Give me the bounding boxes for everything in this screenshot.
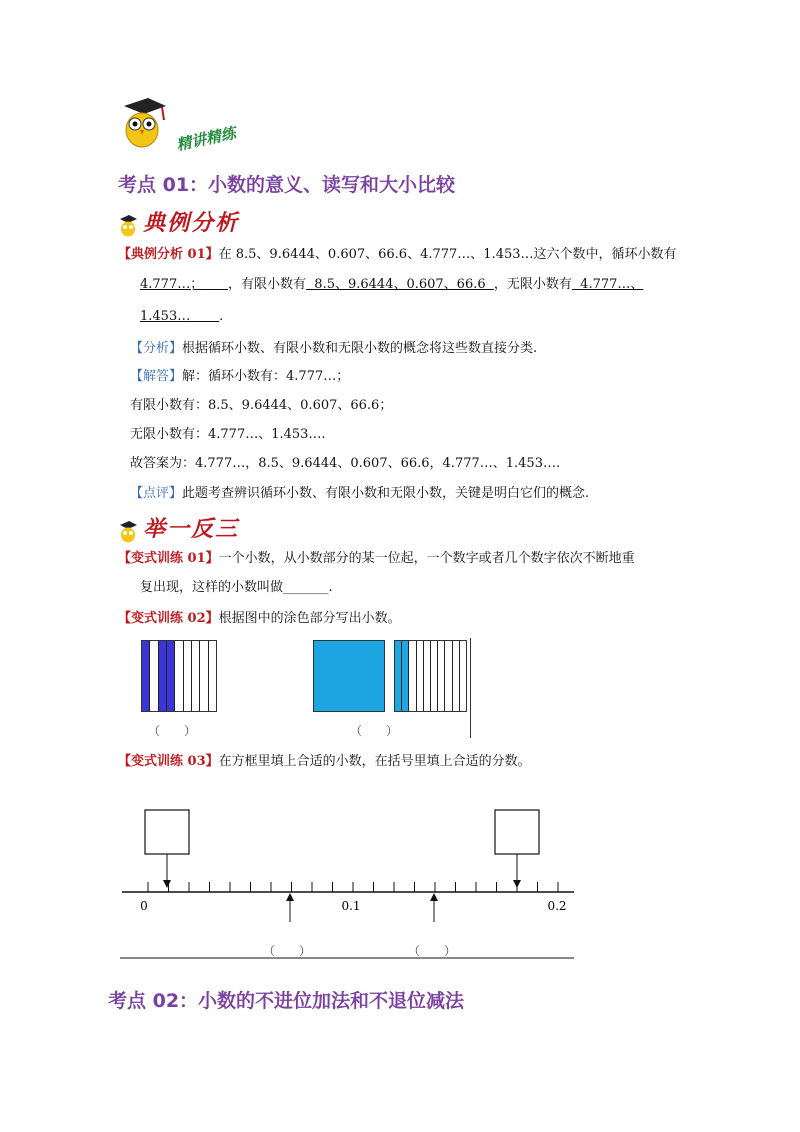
exercise-1-blank[interactable]: _______	[283, 580, 329, 595]
exercise-2-line: 【变式训练 02】根据图中的涂色部分写出小数。	[118, 611, 401, 626]
strip-col	[417, 641, 424, 711]
exercise-1-line-1: 【变式训练 01】一个小数，从小数部分的某一位起，一个数字或者几个数字依次不断地重	[118, 551, 635, 566]
strip-col	[150, 641, 158, 711]
strip-col	[200, 641, 208, 711]
arrow-head	[430, 893, 438, 901]
strip-col	[184, 641, 192, 711]
exercise-3-line: 【变式训练 03】在方框里填上合适的小数，在括号里填上合适的分数。	[118, 754, 531, 769]
owl-icon	[118, 96, 168, 150]
answer-recurring: 4.777…；	[140, 277, 204, 292]
exercise-2-tag: 【变式训练 02】	[118, 611, 219, 626]
answer-box-left[interactable]	[145, 810, 189, 854]
example-line-3: 1.453… .	[140, 309, 224, 324]
solution-tag: 【解答】	[130, 369, 183, 384]
answer-box-right[interactable]	[495, 810, 539, 854]
logo	[118, 96, 278, 156]
analysis-tag: 【分析】	[130, 341, 183, 356]
answer-finite: 8.5、9.6444、0.607、66.6	[314, 277, 486, 292]
figure-tenths-strip-2	[394, 640, 467, 712]
figure-2-answer[interactable]: （ ）	[350, 724, 399, 738]
solution-line-3: 无限小数有：4.777…、1.453….	[130, 427, 326, 442]
number-line-answer-2[interactable]: （ ）	[408, 944, 457, 958]
label-infinite: ，无限小数有	[493, 277, 572, 292]
banner-example	[118, 206, 239, 237]
analysis	[130, 339, 537, 359]
strip-col	[395, 641, 402, 711]
number-line-answer-1[interactable]: （ ）	[263, 944, 312, 958]
strip-col	[192, 641, 200, 711]
strip-col	[460, 641, 466, 711]
strip-col	[175, 641, 183, 711]
solution-line-2: 有限小数有：8.5、9.6444、0.607、66.6；	[130, 398, 393, 413]
strip-col	[402, 641, 409, 711]
solution-line-4: 故答案为：4.777…，8.5、9.6444、0.607、66.6，4.777…、1.453….	[130, 456, 561, 471]
axis-ticks	[148, 882, 558, 892]
figure-1-answer[interactable]: （ ）	[148, 724, 197, 738]
comment-text: 此题考查辨识循环小数、有限小数和无限小数，关键是明白它们的概念.	[182, 486, 590, 501]
example-question: 在 8.5、9.6444、0.607、66.6、4.777…、1.453…这六个数中，循环小数有	[218, 247, 677, 262]
exercise-1-tag: 【变式训练 01】	[118, 551, 219, 566]
strip-col	[159, 641, 167, 711]
comment	[130, 484, 589, 504]
owl-small-icon	[118, 521, 138, 543]
figure-divider	[470, 638, 471, 738]
analysis-text: 根据循环小数、有限小数和无限小数的概念将这些数直接分类.	[182, 341, 538, 356]
strip-col	[142, 641, 150, 711]
banner-practice	[118, 512, 239, 543]
label-finite: ，有限小数有	[228, 277, 307, 292]
owl-small-icon	[118, 215, 138, 237]
answer-infinite-a: 4.777…、	[580, 277, 644, 292]
strip-col	[431, 641, 438, 711]
strip-col	[438, 641, 445, 711]
banner-example-text: 典例分析	[143, 210, 240, 236]
solution-line-1: 【解答】解：循环小数有：4.777…；	[130, 369, 350, 384]
number-line	[118, 800, 588, 968]
tick-label-0.2: 0.2	[547, 899, 567, 913]
figure-tenths-strip	[141, 640, 217, 712]
strip-col	[424, 641, 431, 711]
comment-tag: 【点评】	[130, 486, 183, 501]
example-line-2	[140, 275, 643, 295]
logo-text: 精讲精练	[174, 123, 238, 155]
exercise-1-line-2: 复出现，这样的小数叫做_______.	[140, 580, 333, 595]
example-line-1	[118, 245, 677, 265]
strip-col	[445, 641, 452, 711]
strip-col	[167, 641, 175, 711]
exercise-3-tag: 【变式训练 03】	[118, 754, 219, 769]
figure-full-square	[313, 640, 385, 712]
arrow-head	[286, 893, 294, 901]
example-tag: 【典例分析 01】	[118, 247, 219, 262]
section-title-2: 考点 02：小数的不进位加法和不退位减法	[108, 990, 465, 1012]
banner-practice-text: 举一反三	[143, 516, 240, 542]
strip-col	[453, 641, 460, 711]
tick-label-0: 0	[140, 899, 148, 913]
section-title-1: 考点 01：小数的意义、读写和大小比较	[118, 174, 456, 196]
strip-col	[409, 641, 416, 711]
arrow-head	[163, 880, 171, 888]
strip-col	[209, 641, 216, 711]
answer-infinite-b: 1.453…	[140, 309, 191, 324]
tick-label-0.1: 0.1	[341, 899, 361, 913]
